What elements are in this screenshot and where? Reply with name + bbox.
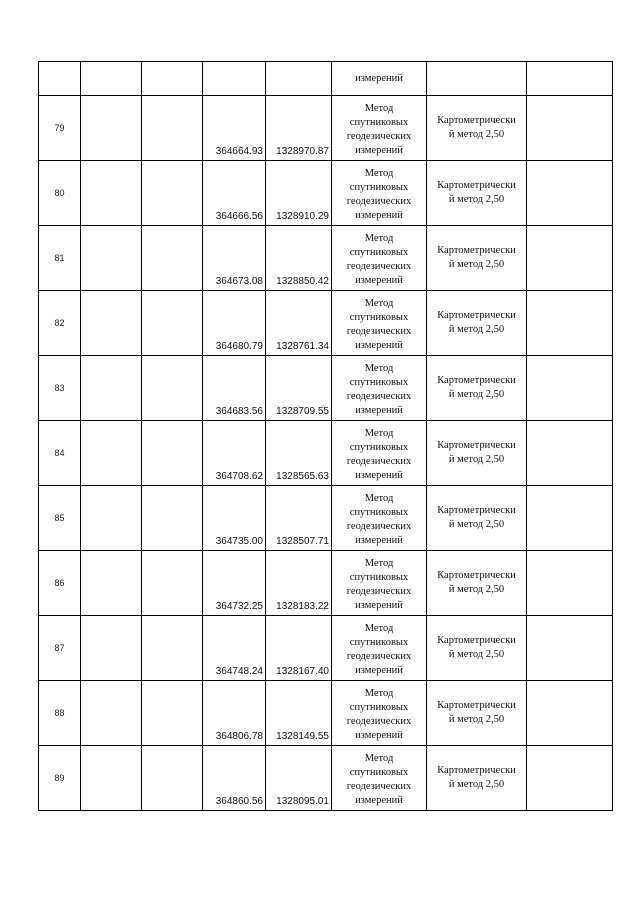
cell-accuracy [427,616,527,681]
cell-accuracy [427,551,527,616]
cell-x-coordinate: 364708.62 [203,421,266,486]
cell-x-coordinate: 364732.25 [203,551,266,616]
cell-y-coordinate: 1328850.42 [266,226,332,291]
cell-y-coordinate: 1328183.22 [266,551,332,616]
method-text-line: измерений [355,210,403,221]
cell-accuracy [427,746,527,811]
cell-empty [527,161,613,226]
table-row [39,486,613,551]
method-text-line: измерений [355,470,403,481]
accuracy-text-line: Картометрически [437,700,516,711]
method-text-line: Метод [364,363,394,374]
cell-empty [81,356,142,421]
table-row [39,161,613,226]
method-text-line: спутниковых [349,442,409,453]
accuracy-text-line: Картометрически [437,635,516,646]
cell-x-coordinate: 364664.93 [203,96,266,161]
cell-y-coordinate: 1328761.34 [266,291,332,356]
cell-empty [142,746,203,811]
cell-empty [142,616,203,681]
coordinates-table [38,61,613,811]
table-row-continuation [39,62,613,96]
accuracy-text-line: й метод 2,50 [448,584,505,595]
cell-point-number: 81 [39,226,81,291]
method-text: измерений [355,72,403,84]
cell-x-coordinate: 364860.56 [203,746,266,811]
method-text-line: спутниковых [349,377,409,388]
method-text-line: спутниковых [349,572,409,583]
cell-accuracy [427,161,527,226]
method-text-line: геодезических [346,261,412,272]
cell-empty [142,161,203,226]
method-text-line: геодезических [346,781,412,792]
cell-empty [81,96,142,161]
cell-empty [142,62,203,96]
cell-accuracy [427,421,527,486]
method-text-line: измерений [355,795,403,806]
method-text-line: геодезических [346,456,412,467]
cell-empty [527,746,613,811]
method-text-line: спутниковых [349,767,409,778]
table-row [39,551,613,616]
cell-accuracy [427,486,527,551]
method-text-line: измерений [355,405,403,416]
accuracy-text-line: Картометрически [437,570,516,581]
cell-empty [81,62,142,96]
cell-empty [142,96,203,161]
cell-point-number: 84 [39,421,81,486]
cell-point-number: 79 [39,96,81,161]
cell-accuracy [427,356,527,421]
cell-method [332,551,427,616]
method-text-line: геодезических [346,131,412,142]
method-text-line: измерений [355,535,403,546]
accuracy-text-line: Картометрически [437,115,516,126]
cell-y-coordinate: 1328095.01 [266,746,332,811]
cell-method [332,96,427,161]
table-row [39,356,613,421]
accuracy-text-line: й метод 2,50 [448,649,505,660]
cell-y-coordinate [266,62,332,96]
table-row [39,681,613,746]
cell-empty [527,96,613,161]
cell-method [332,421,427,486]
accuracy-text-line: Картометрически [437,375,516,386]
table-row [39,746,613,811]
cell-point-number: 82 [39,291,81,356]
cell-y-coordinate: 1328507.71 [266,486,332,551]
cell-empty [527,681,613,746]
cell-x-coordinate: 364735.00 [203,486,266,551]
method-text-line: геодезических [346,716,412,727]
accuracy-text-line: й метод 2,50 [448,259,505,270]
method-text-line: измерений [355,340,403,351]
method-text-line: Метод [364,298,394,309]
method-text-line: спутниковых [349,247,409,258]
cell-empty [142,291,203,356]
method-text-line: геодезических [346,521,412,532]
cell-method [332,291,427,356]
accuracy-text-line: й метод 2,50 [448,454,505,465]
method-text-line: Метод [364,103,394,114]
cell-point-number: 86 [39,551,81,616]
cell-accuracy [427,681,527,746]
cell-accuracy [427,96,527,161]
method-text-line: геодезических [346,196,412,207]
method-text-line: геодезических [346,391,412,402]
accuracy-text-line: й метод 2,50 [448,519,505,530]
cell-accuracy [427,62,527,96]
cell-method [332,356,427,421]
method-text-line: спутниковых [349,507,409,518]
cell-x-coordinate: 364683.56 [203,356,266,421]
cell-empty [142,486,203,551]
cell-accuracy [427,291,527,356]
cell-empty [527,226,613,291]
method-text-line: спутниковых [349,312,409,323]
table-row [39,616,613,681]
accuracy-text-line: Картометрически [437,245,516,256]
accuracy-text-line: Картометрически [437,765,516,776]
method-text-line: Метод [364,428,394,439]
method-text-line: измерений [355,665,403,676]
method-text-line: измерений [355,145,403,156]
cell-x-coordinate: 364673.08 [203,226,266,291]
cell-empty [142,356,203,421]
method-text-line: Метод [364,168,394,179]
cell-y-coordinate: 1328970.87 [266,96,332,161]
cell-empty [81,161,142,226]
cell-empty [527,486,613,551]
cell-method [332,746,427,811]
cell-point-number: 88 [39,681,81,746]
cell-y-coordinate: 1328910.29 [266,161,332,226]
cell-empty [81,681,142,746]
cell-empty [81,291,142,356]
method-text-line: Метод [364,623,394,634]
coordinates-table-body [39,62,613,811]
method-text-line: геодезических [346,326,412,337]
method-text-line: Метод [364,558,394,569]
cell-empty [81,421,142,486]
method-text-line: Метод [364,688,394,699]
method-text-line: Метод [364,233,394,244]
cell-method [332,486,427,551]
cell-x-coordinate: 364748.24 [203,616,266,681]
accuracy-text-line: й метод 2,50 [448,779,505,790]
cell-point-number [39,62,81,96]
cell-point-number: 87 [39,616,81,681]
cell-empty [81,746,142,811]
method-text-line: Метод [364,753,394,764]
table-row [39,421,613,486]
cell-empty [527,421,613,486]
cell-empty [527,551,613,616]
cell-method [332,161,427,226]
accuracy-text-line: й метод 2,50 [448,194,505,205]
table-row [39,96,613,161]
cell-x-coordinate: 364666.56 [203,161,266,226]
cell-empty [142,421,203,486]
method-text-line: спутниковых [349,702,409,713]
cell-empty [81,616,142,681]
cell-method [332,226,427,291]
cell-empty [142,226,203,291]
cell-point-number: 83 [39,356,81,421]
cell-empty [142,681,203,746]
cell-empty [142,551,203,616]
method-text-line: геодезических [346,651,412,662]
cell-point-number: 89 [39,746,81,811]
cell-y-coordinate: 1328709.55 [266,356,332,421]
cell-method [332,62,427,96]
cell-x-coordinate: 364680.79 [203,291,266,356]
cell-empty [81,551,142,616]
method-text-line: Метод [364,493,394,504]
accuracy-text-line: й метод 2,50 [448,714,505,725]
method-text-line: измерений [355,730,403,741]
cell-method [332,681,427,746]
accuracy-text-line: Картометрически [437,440,516,451]
method-text-line: спутниковых [349,117,409,128]
method-text-line: геодезических [346,586,412,597]
cell-y-coordinate: 1328149.55 [266,681,332,746]
cell-point-number: 85 [39,486,81,551]
cell-empty [527,616,613,681]
accuracy-text-line: й метод 2,50 [448,129,505,140]
cell-y-coordinate: 1328565.63 [266,421,332,486]
method-text-line: измерений [355,275,403,286]
cell-empty [527,291,613,356]
method-text-line: измерений [355,600,403,611]
method-text-line: спутниковых [349,182,409,193]
accuracy-text-line: Картометрически [437,180,516,191]
cell-empty [527,356,613,421]
method-text-line: спутниковых [349,637,409,648]
cell-empty [81,226,142,291]
accuracy-text-line: Картометрически [437,505,516,516]
cell-empty [527,62,613,96]
accuracy-text-line: й метод 2,50 [448,324,505,335]
table-row [39,291,613,356]
cell-empty [81,486,142,551]
cell-y-coordinate: 1328167.40 [266,616,332,681]
cell-x-coordinate: 364806.78 [203,681,266,746]
accuracy-text-line: й метод 2,50 [448,389,505,400]
accuracy-text-line: Картометрически [437,310,516,321]
cell-x-coordinate [203,62,266,96]
cell-method [332,616,427,681]
cell-point-number: 80 [39,161,81,226]
cell-accuracy [427,226,527,291]
table-row [39,226,613,291]
